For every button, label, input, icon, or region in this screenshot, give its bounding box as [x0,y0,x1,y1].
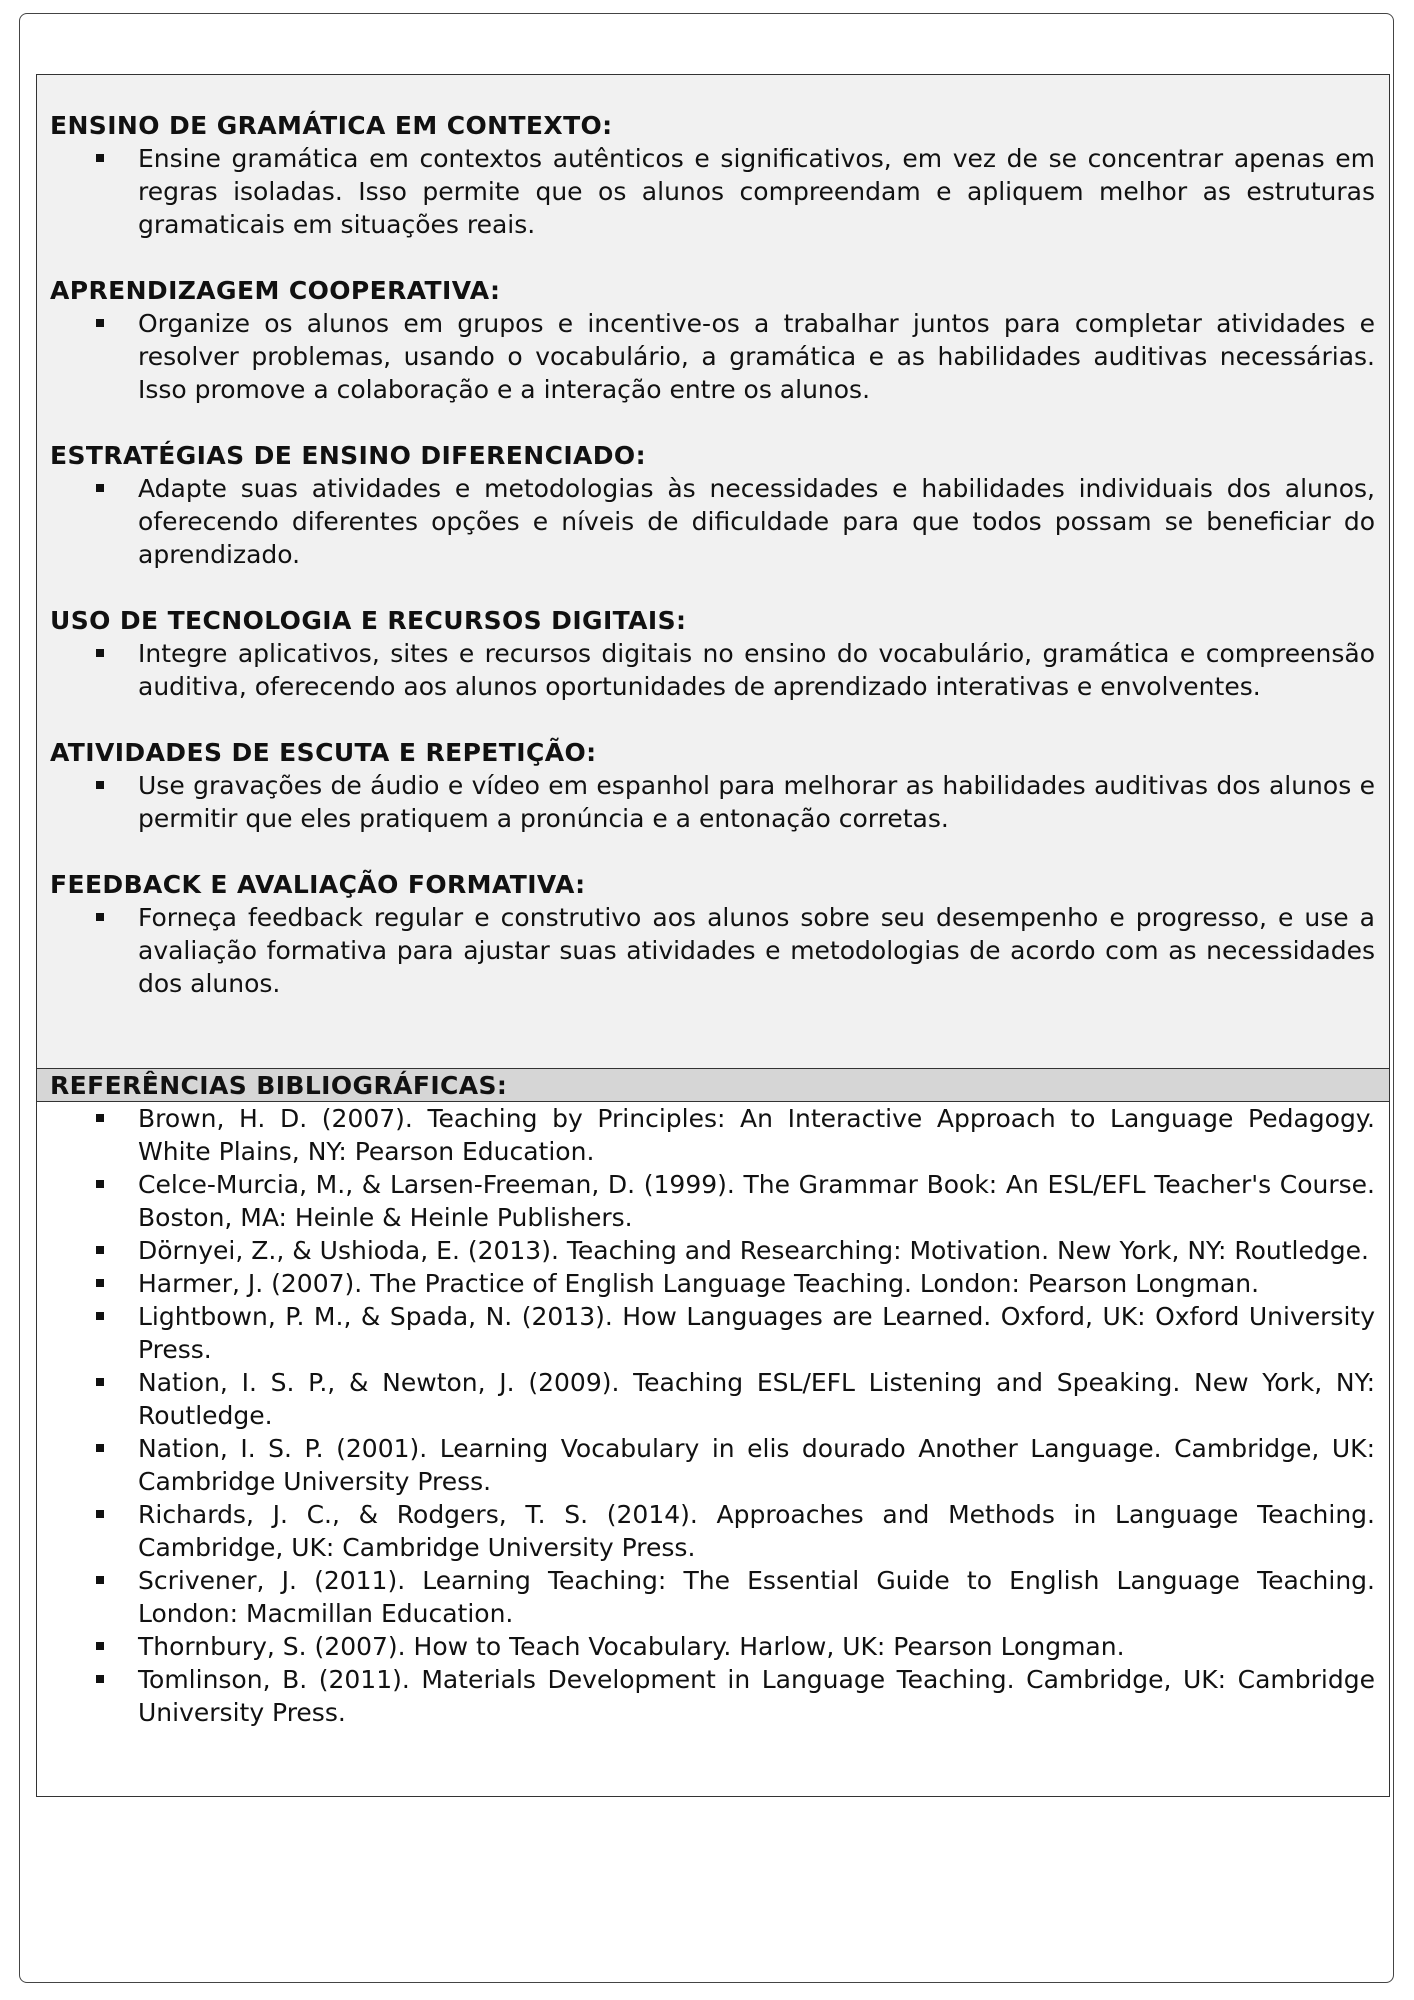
section-technology [50,604,1375,703]
reference-item [50,1366,1375,1432]
references-title: REFERÊNCIAS BIBLIOGRÁFICAS: [50,1071,508,1100]
section-title: APRENDIZAGEM COOPERATIVA: [50,276,501,305]
references-panel [37,1102,1389,1729]
reference-item [50,1564,1375,1630]
list-item [50,142,1375,241]
section-listening-repetition [50,736,1375,835]
reference-text: Nation, I. S. P., & Newton, J. (2009). Teaching ESL/EFL Listening and Speaking. New York, NY: Routledge. [138,1368,1375,1430]
square-bullet-icon [96,781,104,789]
reference-item [50,1630,1375,1663]
square-bullet-icon [96,1246,104,1254]
square-bullet-icon [96,1312,104,1320]
section-title: ESTRATÉGIAS DE ENSINO DIFERENCIADO: [50,441,646,470]
reference-text: Harmer, J. (2007). The Practice of English Language Teaching. London: Pearson Longman. [138,1269,1260,1298]
square-bullet-icon [96,913,104,921]
square-bullet-icon [96,484,104,492]
list-item-text: Organize os alunos em grupos e incentive-os a trabalhar juntos para completar atividades e resolver problemas, usando o vocabulário, a gramática e as habilidades auditivas necessárias. Isso promove a colaboração e a interação entre os alunos. [138,309,1375,404]
list-item-text: Integre aplicativos, sites e recursos digitais no ensino do vocabulário, gramática e compreensão auditiva, oferecendo aos alunos oportunidades de aprendizado interativas e envolventes. [138,639,1375,701]
square-bullet-icon [96,154,104,162]
bullet-list [50,142,1375,241]
bullet-list [50,472,1375,571]
list-item-text: Ensine gramática em contextos autênticos e significativos, em vez de se concentrar apenas em regras isoladas. Isso permite que os alunos compreendam e apliquem melhor as estruturas gramaticais em situações reais. [138,144,1375,239]
reference-text: Lightbown, P. M., & Spada, N. (2013). How Languages are Learned. Oxford, UK: Oxford University Press. [138,1302,1375,1364]
bullet-list [50,307,1375,406]
bullet-list [50,769,1375,835]
reference-text: Nation, I. S. P. (2001). Learning Vocabulary in elis dourado Another Language. Cambridge, UK: Cambridge University Press. [138,1434,1375,1496]
references-list [50,1102,1375,1729]
square-bullet-icon [96,1642,104,1650]
square-bullet-icon [96,319,104,327]
reference-text: Tomlinson, B. (2011). Materials Development in Language Teaching. Cambridge, UK: Cambridge University Press. [138,1665,1375,1727]
reference-item [50,1663,1375,1729]
square-bullet-icon [96,1378,104,1386]
list-item [50,769,1375,835]
square-bullet-icon [96,649,104,657]
list-item-text: Adapte suas atividades e metodologias às necessidades e habilidades individuais dos alunos, oferecendo diferentes opções e níveis de dificuldade para que todos possam se beneficiar do aprendizado. [138,474,1375,569]
reference-text: Richards, J. C., & Rodgers, T. S. (2014). Approaches and Methods in Language Teaching. Cambridge, UK: Cambridge University Press. [138,1500,1375,1562]
list-item-text: Use gravações de áudio e vídeo em espanhol para melhorar as habilidades auditivas dos alunos e permitir que eles pratiquem a pronúncia e a entonação corretas. [138,771,1375,833]
reference-item [50,1168,1375,1234]
square-bullet-icon [96,1180,104,1188]
reference-text: Scrivener, J. (2011). Learning Teaching: The Essential Guide to English Language Teaching. London: Macmillan Education. [138,1566,1375,1628]
reference-text: Dörnyei, Z., & Ushioda, E. (2013). Teaching and Researching: Motivation. New York, NY: Routledge. [138,1236,1369,1265]
square-bullet-icon [96,1510,104,1518]
reference-text: Celce-Murcia, M., & Larsen-Freeman, D. (1999). The Grammar Book: An ESL/EFL Teacher's Course. Boston, MA: Heinle & Heinle Publishers. [138,1170,1375,1232]
references-header [37,1069,1389,1102]
list-item [50,307,1375,406]
section-feedback [50,868,1375,1000]
reference-item [50,1498,1375,1564]
section-grammar-context [50,109,1375,241]
square-bullet-icon [96,1114,104,1122]
list-item [50,901,1375,1000]
list-item [50,472,1375,571]
reference-text: Brown, H. D. (2007). Teaching by Principles: An Interactive Approach to Language Pedagogy. White Plains, NY: Pearson Education. [138,1104,1375,1166]
reference-text: Thornbury, S. (2007). How to Teach Vocabulary. Harlow, UK: Pearson Longman. [138,1632,1125,1661]
section-title: ATIVIDADES DE ESCUTA E REPETIÇÃO: [50,738,597,767]
square-bullet-icon [96,1675,104,1683]
reference-item [50,1234,1375,1267]
section-cooperative-learning [50,274,1375,406]
reference-item [50,1267,1375,1300]
list-item [50,637,1375,703]
reference-item [50,1300,1375,1366]
section-title: FEEDBACK E AVALIAÇÃO FORMATIVA: [50,870,586,899]
square-bullet-icon [96,1444,104,1452]
square-bullet-icon [96,1576,104,1584]
reference-item [50,1432,1375,1498]
section-differentiated-teaching [50,439,1375,571]
strategies-panel [37,75,1389,1069]
content-box [36,74,1390,1797]
reference-item [50,1102,1375,1168]
bullet-list [50,637,1375,703]
bullet-list [50,901,1375,1000]
section-title: USO DE TECNOLOGIA E RECURSOS DIGITAIS: [50,606,687,635]
square-bullet-icon [96,1279,104,1287]
list-item-text: Forneça feedback regular e construtivo aos alunos sobre seu desempenho e progresso, e use a avaliação formativa para ajustar suas atividades e metodologias de acordo com as necessidades dos alunos. [138,903,1375,998]
section-title: ENSINO DE GRAMÁTICA EM CONTEXTO: [50,111,613,140]
